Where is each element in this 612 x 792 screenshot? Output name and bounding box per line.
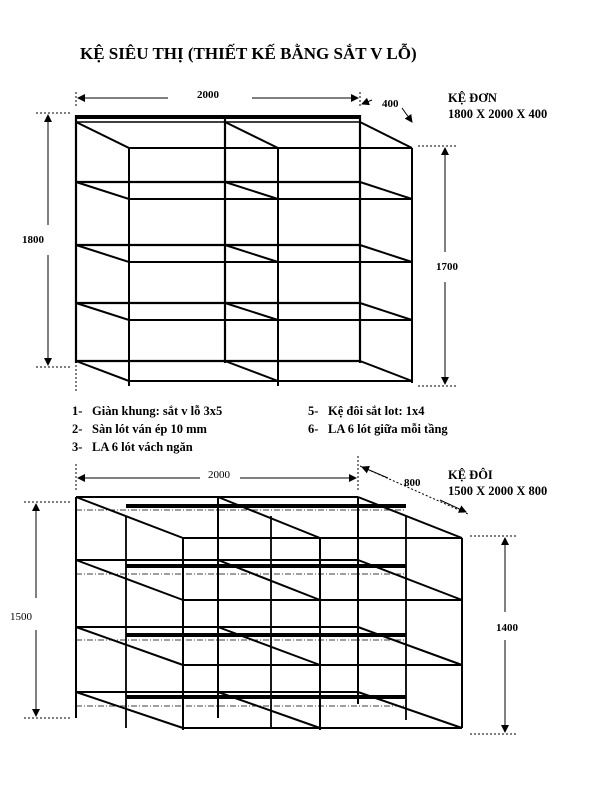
single-shelf-size: 1800 X 2000 X 400 [448,107,548,121]
note-2-text: Sàn lót ván ép 10 mm [92,422,207,436]
single-width-label: 2000 [197,89,219,101]
double-width-label: 2000 [208,469,230,481]
note-5-number: 5- [308,404,319,418]
note-5-text: Kệ đôi sắt lot: 1x4 [328,404,425,418]
single-depth-label: 400 [382,98,399,110]
single-shelf-dimensions [36,92,456,392]
double-shelf-name: KỆ ĐÔI [448,468,493,482]
note-1-text: Giàn khung: sắt v lỗ 3x5 [92,404,223,418]
drawing-title: KỆ SIÊU THỊ (THIẾT KẾ BẰNG SẮT V LỖ) [80,44,417,63]
double-shelf-size: 1500 X 2000 X 800 [448,484,548,498]
single-inner-height-label: 1700 [436,261,458,273]
note-3-text: LA 6 lót vách ngăn [92,440,193,454]
double-shelf-frame [76,497,462,730]
note-3-number: 3- [72,440,83,454]
note-1-number: 1- [72,404,83,418]
single-shelf-name: KỆ ĐƠN [448,91,497,105]
note-2-number: 2- [72,422,83,436]
single-shelf-frame [76,115,412,386]
note-6-number: 6- [308,422,319,436]
note-6-text: LA 6 lót giữa mỗi tầng [328,422,448,436]
double-height-label: 1500 [10,611,32,623]
double-depth-label: 800 [404,477,421,489]
double-inner-height-label: 1400 [496,622,518,634]
single-height-label: 1800 [22,234,44,246]
